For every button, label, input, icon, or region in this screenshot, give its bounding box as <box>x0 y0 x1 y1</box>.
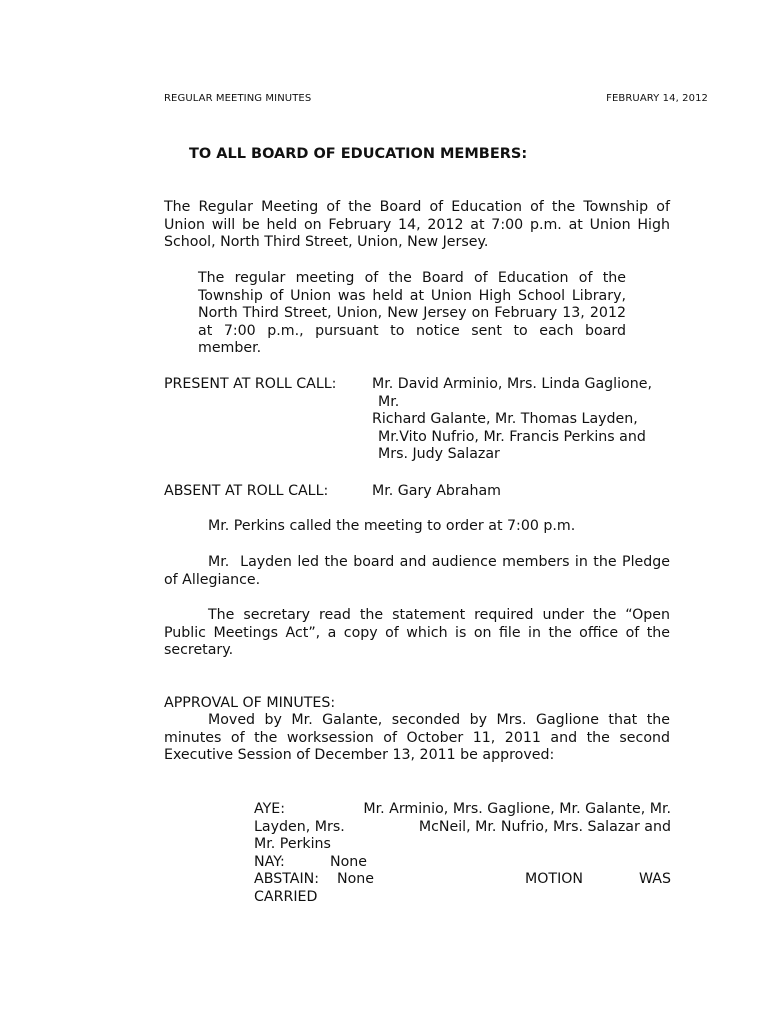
present-names <box>372 376 671 464</box>
present-line: Mrs. Judy Salazar <box>378 446 500 463</box>
present-line: Richard Galante, Mr. Thomas Layden, <box>372 411 638 428</box>
present-line: Mr. David Arminio, Mrs. Linda Gaglione, <box>372 376 652 392</box>
nay-label: NAY: <box>254 853 285 870</box>
document-title: TO ALL BOARD OF EDUCATION MEMBERS: <box>189 146 528 162</box>
abstain-value: None <box>337 871 375 888</box>
abstain-label: ABSTAIN: <box>254 871 320 888</box>
aye-names-2b: McNeil, Mr. Nufrio, Mrs. Salazar and <box>418 818 671 835</box>
approval-motion: Moved by Mr. Galante, seconded by Mrs. Gaglione that the minutes of the worksession of October 11, 2011 and the second Executive Session of December 13, 2011 be approved: <box>164 712 670 764</box>
aye-line-1 <box>254 801 671 819</box>
intro-paragraph: The Regular Meeting of the Board of Education of the Township of Union will be held on February 14, 2012 at 7:00 p.m. at Union High School, North Third Street, Union, New Jersey. <box>164 199 670 251</box>
vote-record <box>254 801 671 907</box>
aye-names-2a: Layden, Mrs. <box>254 818 345 835</box>
aye-label: AYE: <box>254 801 286 817</box>
absent-label: ABSENT AT ROLL CALL: <box>164 483 329 499</box>
pledge-paragraph: Mr. Layden led the board and audience members in the Pledge of Allegiance. <box>164 554 675 588</box>
aye-line-2 <box>254 819 671 837</box>
present-line: Mr. <box>378 393 400 410</box>
motion-word: MOTION <box>525 871 584 888</box>
abstain-line <box>254 871 671 889</box>
carried-word: CARRIED <box>254 888 318 905</box>
approval-heading: APPROVAL OF MINUTES: <box>164 695 336 711</box>
call-to-order-paragraph: Mr. Perkins called the meeting to order at 7:00 p.m. <box>208 518 576 534</box>
secretary-paragraph: The secretary read the statement required under the “Open Public Meetings Act”, a copy of which is on file in the office of the secretary. <box>164 607 670 659</box>
was-word: WAS <box>639 871 671 888</box>
present-line: Mr.Vito Nufrio, Mr. Francis Perkins and <box>378 428 646 445</box>
header-date: FEBRUARY 14, 2012 <box>606 93 708 104</box>
aye-names-3: Mr. Perkins <box>254 836 331 853</box>
header-left: REGULAR MEETING MINUTES <box>164 93 312 104</box>
absent-names: Mr. Gary Abraham <box>372 483 501 499</box>
nay-line <box>254 854 671 872</box>
nay-value: None <box>330 853 368 870</box>
present-label: PRESENT AT ROLL CALL: <box>164 376 337 392</box>
notice-paragraph: The regular meeting of the Board of Education of the Township of Union was held at Union High School Library, North Third Street, Union, New Jersey on February 13, 2012 at 7:00 p.m., pursuant to notice sent to each board member. <box>198 270 626 357</box>
aye-names-1: Mr. Arminio, Mrs. Gaglione, Mr. Galante, Mr. <box>363 801 671 817</box>
